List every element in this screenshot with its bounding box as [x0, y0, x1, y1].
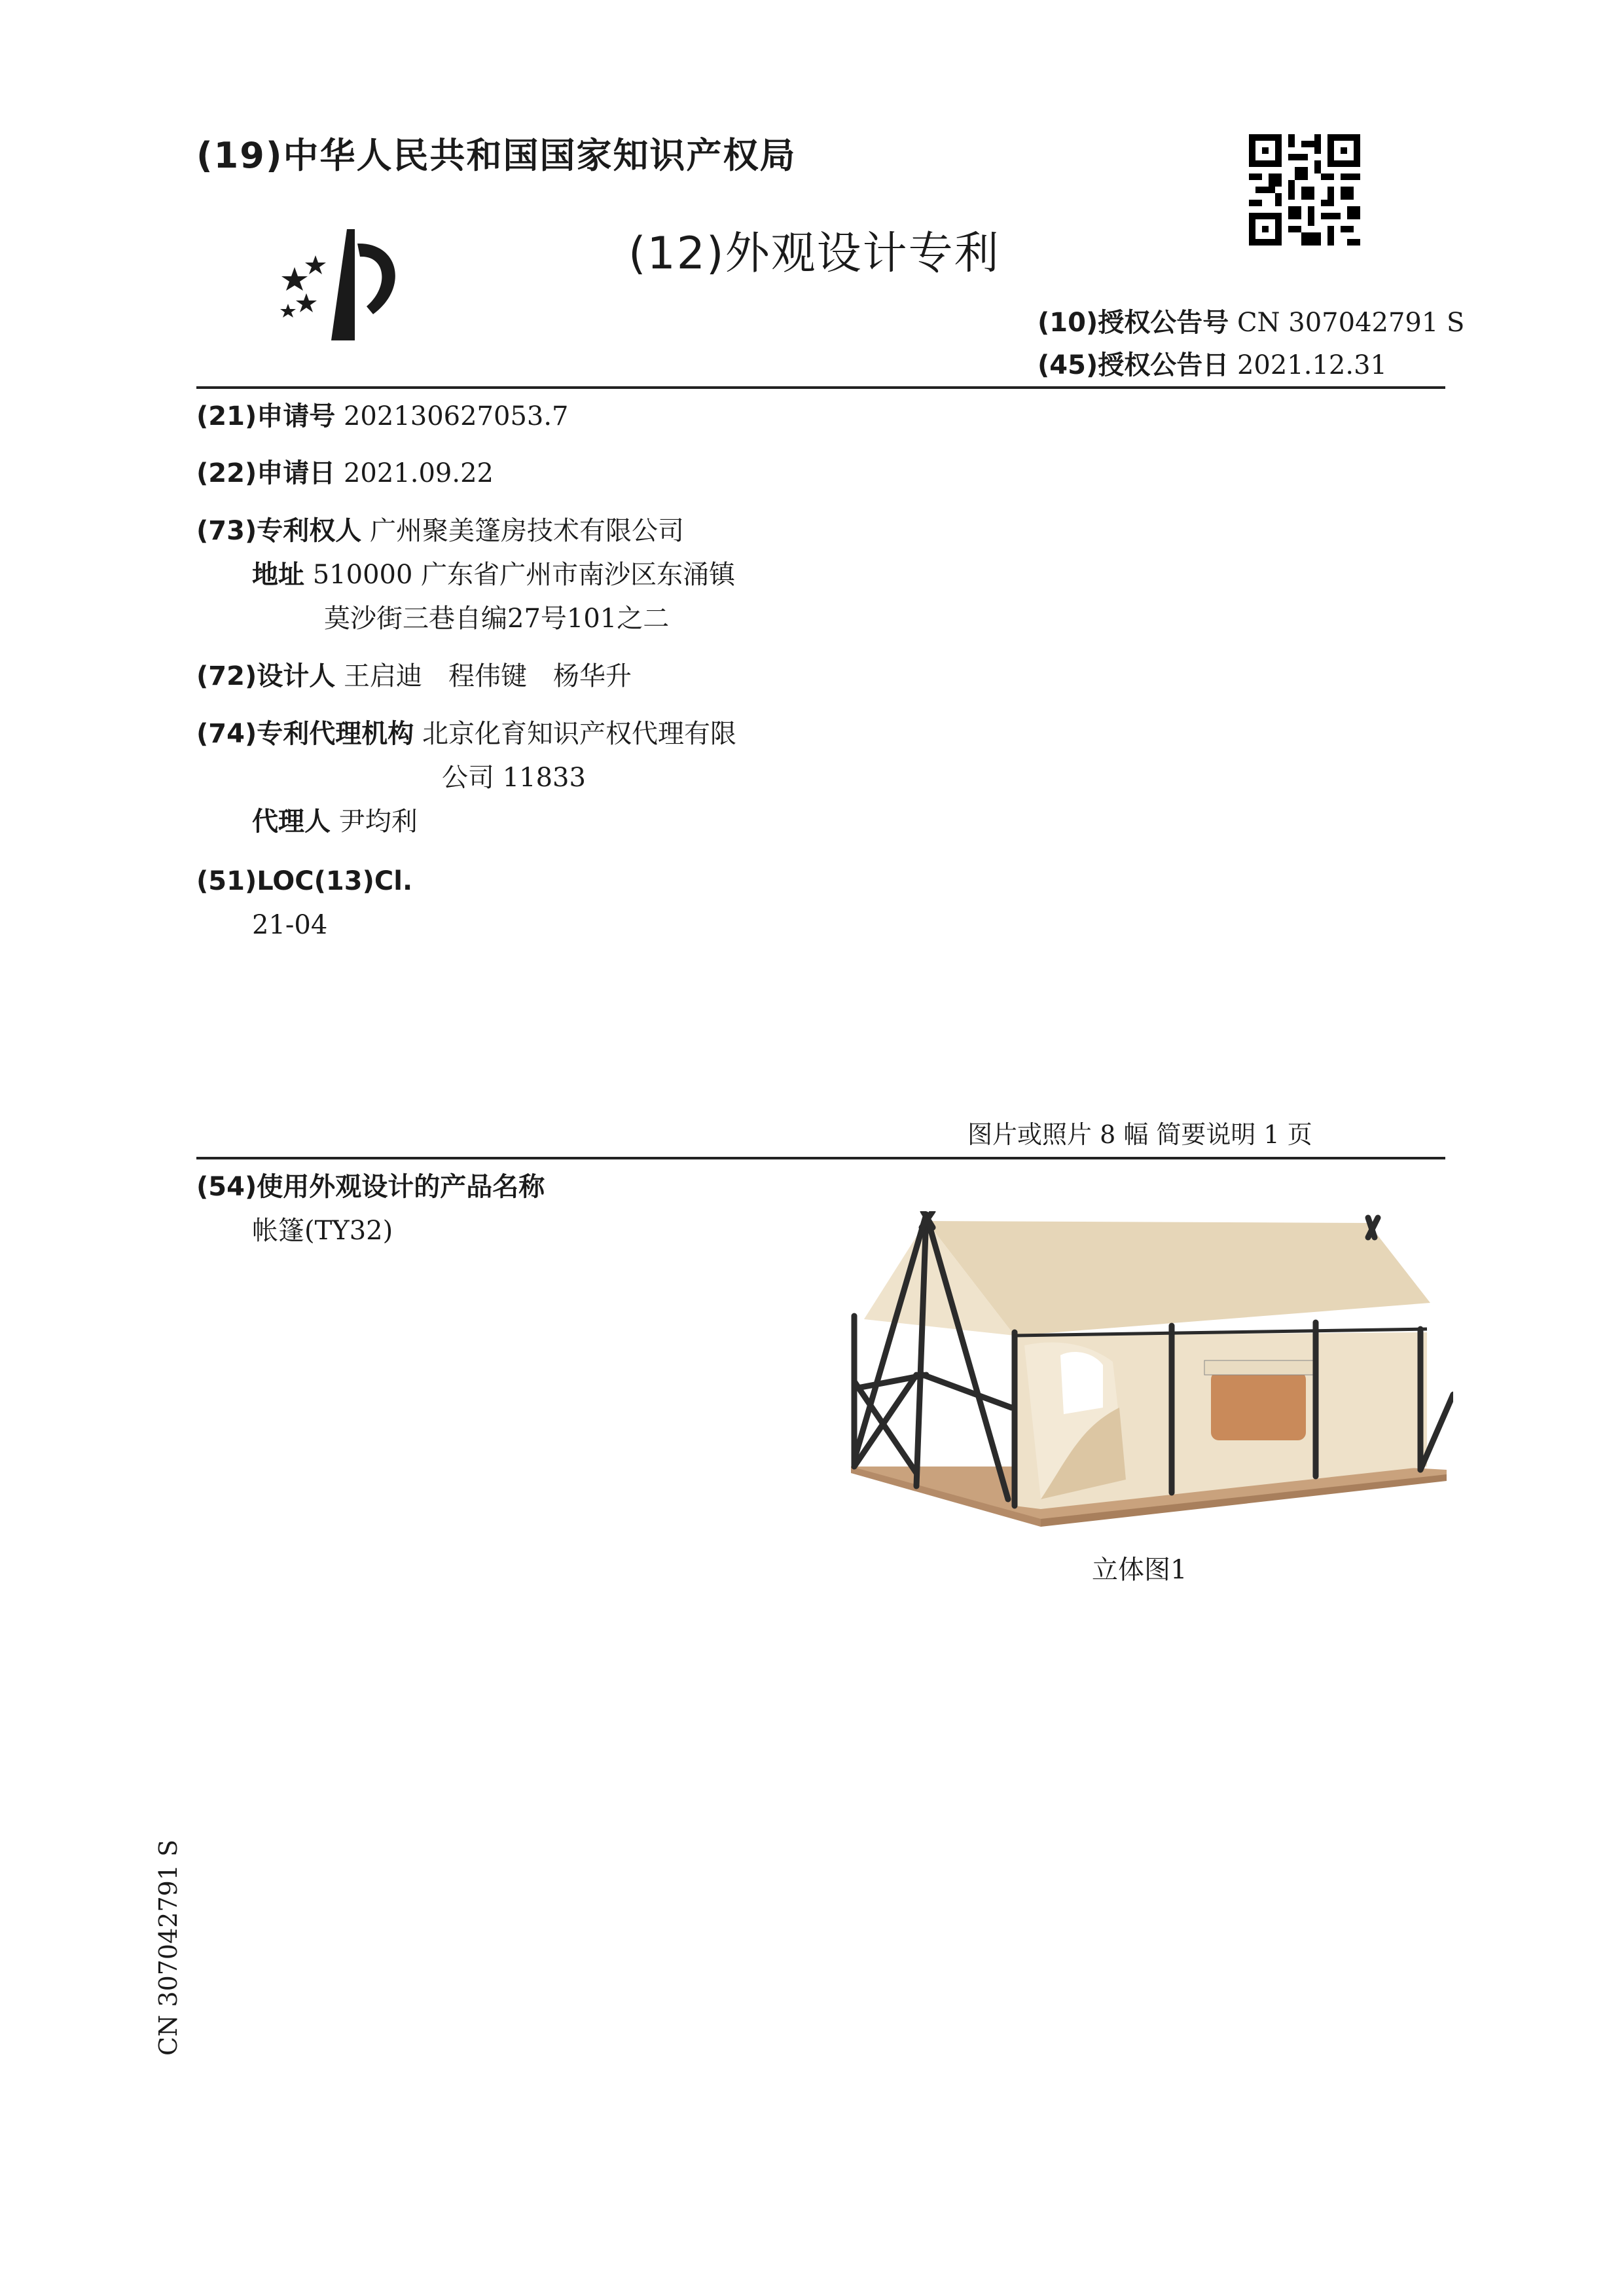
loc-classification-label: (51)LOC(13)Cl.	[196, 866, 413, 896]
application-number-label: (21)申请号	[196, 401, 336, 431]
application-number-row	[196, 398, 569, 435]
agency-line-2: 公司 11833	[442, 763, 586, 793]
address-line-1: 510000 广东省广州市南沙区东涌镇	[312, 560, 736, 590]
designers: 王启迪 程伟键 杨华升	[343, 661, 632, 691]
header-divider	[196, 386, 1445, 389]
office-title: (19)中华人民共和国国家知识产权局	[196, 135, 797, 176]
grant-date-row	[1038, 347, 1387, 384]
address-line-2: 莫沙街三巷自编27号101之二	[324, 604, 670, 634]
application-date-row	[196, 455, 494, 492]
patentee-row	[196, 513, 684, 549]
cnipa-logo	[268, 216, 425, 347]
agent: 尹均利	[338, 807, 418, 837]
grant-number-row	[1038, 304, 1464, 341]
agent-row	[252, 803, 418, 840]
agency-label: (74)专利代理机构	[196, 719, 414, 749]
grant-number: CN 307042791 S	[1236, 308, 1465, 338]
designer-label: (72)设计人	[196, 661, 336, 691]
tent-illustration	[844, 1211, 1453, 1532]
product-name-label: (54)使用外观设计的产品名称	[196, 1172, 545, 1202]
application-date-label: (22)申请日	[196, 458, 336, 488]
application-number: 202130627053.7	[343, 401, 569, 431]
grant-date-label: (45)授权公告日	[1038, 350, 1229, 380]
address-label: 地址	[252, 560, 304, 590]
qr-code	[1249, 134, 1360, 246]
patentee-label: (73)专利权人	[196, 516, 362, 546]
loc-classification-value: 21-04	[252, 910, 328, 940]
summary-divider	[196, 1157, 1445, 1159]
grant-date: 2021.12.31	[1236, 350, 1387, 380]
grant-number-label: (10)授权公告号	[1038, 308, 1229, 338]
product-name: 帐篷(TY32)	[252, 1216, 393, 1246]
agent-label: 代理人	[252, 807, 331, 837]
patentee: 广州聚美篷房技术有限公司	[369, 516, 684, 546]
side-publication-number: CN 307042791 S	[154, 1839, 183, 2056]
figure-summary: 图片或照片 8 幅 简要说明 1 页	[967, 1120, 1312, 1149]
document-type-title: (12)外观设计专利	[628, 228, 1000, 280]
agency-row	[196, 716, 736, 752]
designer-row	[196, 658, 632, 695]
address-row	[252, 556, 735, 593]
figure-caption: 立体图1	[1092, 1555, 1187, 1585]
agency-line-1: 北京化育知识产权代理有限	[422, 719, 736, 749]
application-date: 2021.09.22	[343, 458, 494, 488]
